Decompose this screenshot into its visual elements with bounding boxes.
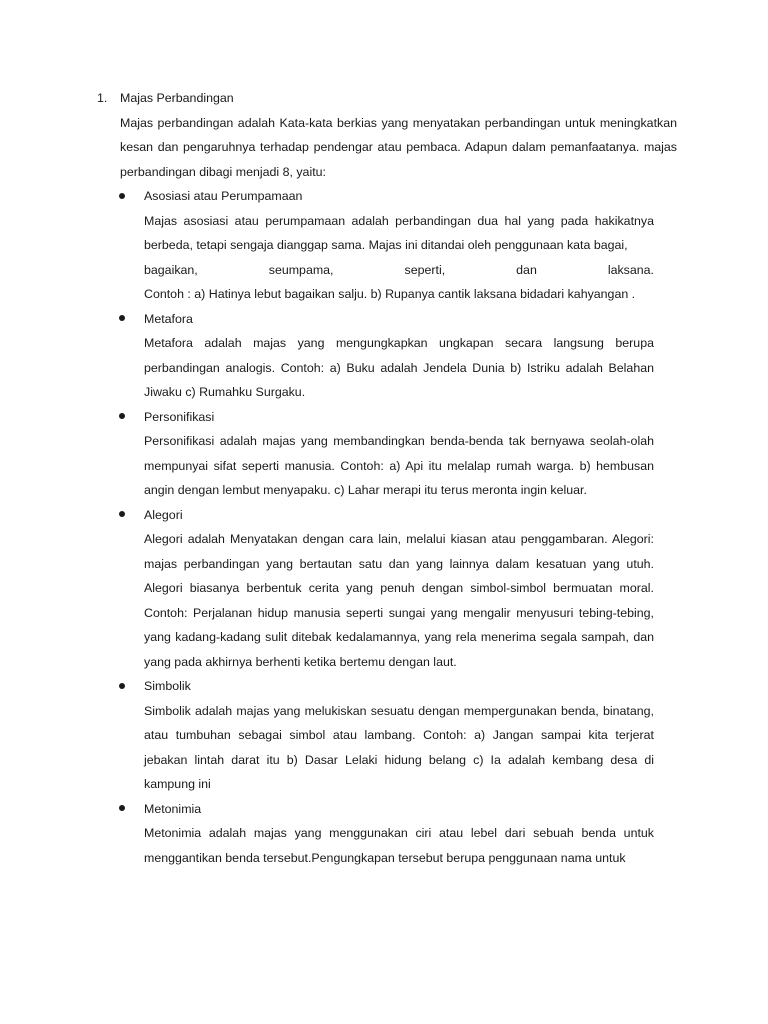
bullet-icon xyxy=(119,805,125,811)
section-number: 1. xyxy=(97,91,108,105)
list-item-metonimia xyxy=(144,797,654,871)
item-title: Alegori xyxy=(144,507,183,522)
list-item-personifikasi xyxy=(144,405,654,503)
item-example-text: Contoh : a) Hatinya lebut bagaikan salju. b) Rupanya cantik laksana bidadari kahyangan . xyxy=(144,287,636,301)
item-title: Metonimia xyxy=(144,801,202,816)
bullet-icon xyxy=(119,315,125,321)
item-body: Simbolik adalah majas yang melukiskan sesuatu dengan mempergunakan benda, binatang, atau tumbuhan sebagai simbol atau lambang. Contoh: a) Jangan sampai kita terjerat jebakan lintah darat itu b) Dasar Lelaki hidung belang c) Ia adalah kembang desa di kampung ini xyxy=(144,703,654,791)
bullet-list xyxy=(144,184,654,870)
item-body: Metafora adalah majas yang mengungkapkan ungkapan secara langsung berupa perbandingan analogis. Contoh: a) Buku adalah Jendela Dunia b) Istriku adalah Belahan Jiwaku c) Rumahku Surgaku. xyxy=(144,336,654,399)
item-title: Metafora xyxy=(144,311,193,326)
item-body xyxy=(144,209,654,307)
section-title: Majas Perbandingan xyxy=(120,91,234,105)
list-item-simbolik xyxy=(144,674,654,797)
list-item-metafora xyxy=(144,307,654,405)
item-title: Asosiasi atau Perumpamaan xyxy=(144,189,303,203)
item-body-text: bagaikan, seumpama, seperti, dan laksana. xyxy=(144,262,654,277)
item-title: Personifikasi xyxy=(144,409,215,424)
bullet-icon xyxy=(119,413,125,419)
list-item-asosiasi xyxy=(144,184,654,307)
bullet-icon xyxy=(119,193,125,199)
numbered-section xyxy=(97,86,677,870)
section-intro: Majas perbandingan adalah Kata-kata berkias yang menyatakan perbandingan untuk meningkatkan kesan dan pengaruhnya terhadap pendengar atau pembaca. Adapun dalam pemanfaatanya. majas perbandingan dibagi menjadi 8, yaitu: xyxy=(120,115,677,179)
item-title: Simbolik xyxy=(144,679,191,693)
list-item-alegori xyxy=(144,503,654,675)
item-body: Personifikasi adalah majas yang membandingkan benda-benda tak bernyawa seolah-olah mempunyai sifat seperti manusia. Contoh: a) Api itu melalap rumah warga. b) hembusan angin dengan lembut menyapaku. c) Lahar merapi itu terus meronta ingin keluar. xyxy=(144,434,654,497)
section-heading xyxy=(97,86,677,111)
item-body: Alegori adalah Menyatakan dengan cara lain, melalui kiasan atau penggambaran. Alegori: majas perbandingan yang bertautan satu dan yang lainnya dalam kesatuan yang utuh. Alegori biasanya berbentuk cerita yang penuh dengan simbol-simbol bermuatan moral. Contoh: Perjalanan hidup manusia seperti sungai yang mengalir menyusuri tebing-tebing, yang kadang-kadang sulit ditebak kedalamannya, yang rela menerima segala sampah, dan yang pada akhirnya berhenti ketika bertemu dengan laut. xyxy=(144,532,654,669)
bullet-icon xyxy=(119,683,125,689)
item-body: Metonimia adalah majas yang menggunakan ciri atau lebel dari sebuah benda untuk menggantikan benda tersebut.Pengungkapan tersebut berupa penggunaan nama untuk xyxy=(144,826,654,865)
item-body-text: Majas asosiasi atau perumpamaan adalah perbandingan dua hal yang pada hakikatnya berbeda, tetapi sengaja dianggap sama. Majas ini ditandai oleh penggunaan kata bagai, xyxy=(144,213,654,252)
bullet-icon xyxy=(119,511,125,517)
